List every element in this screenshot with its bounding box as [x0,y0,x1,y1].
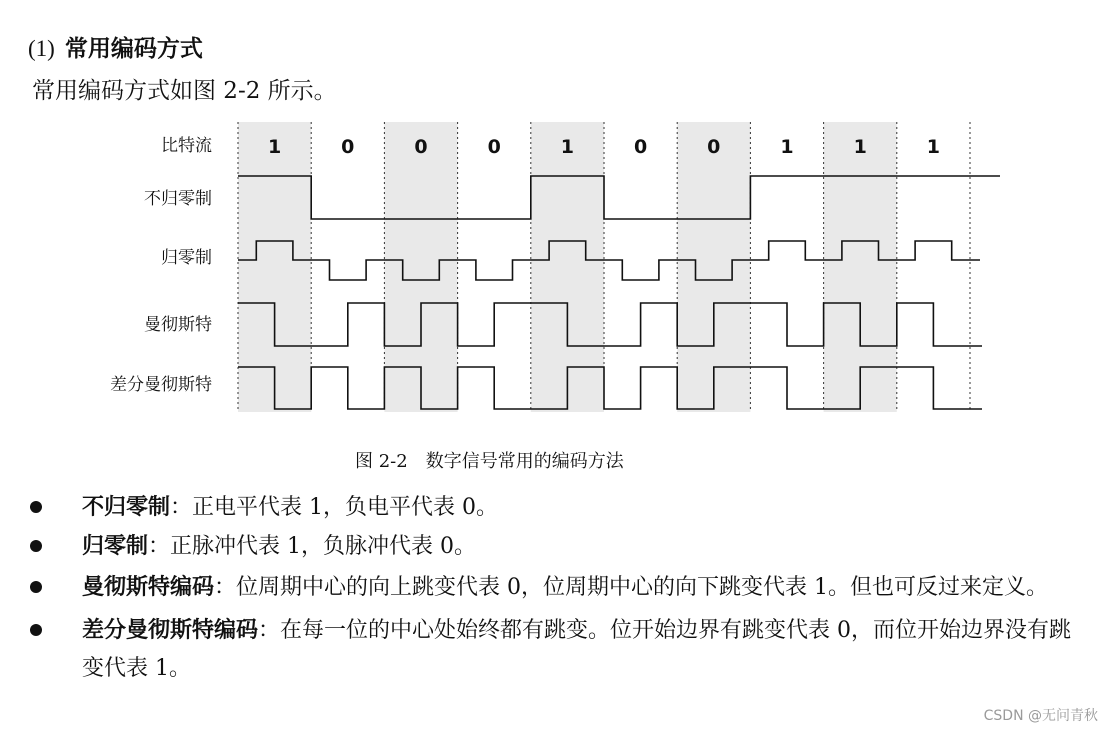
encoding-diagram [0,110,1000,440]
bullet-list [30,488,1090,688]
figure-caption: 图 2-2 数字信号常用的编码方法 [355,451,624,472]
row-label-rz: 归零制 [161,248,212,268]
bullet-text: ：位周期中心的向上跳变代表 0，位周期中心的向下跳变代表 1。但也可反过来定义。 [214,575,1048,600]
bullet-text: ：正电平代表 1，负电平代表 0。 [170,495,498,520]
section-heading [28,30,203,63]
bullet-term: 归零制 [82,533,149,559]
bit-label: 0 [707,136,721,158]
bit-label: 1 [926,136,941,158]
bullet-dot-icon [30,501,42,513]
bullet-text: ：在每一位的中心处始终都有跳变。位开始边界有跳变代表 0，而位开始边界没有跳变代表 1。 [82,618,1072,681]
section-number: (1) [28,36,55,61]
bullet-term: 曼彻斯特编码 [82,574,215,600]
watermark: CSDN @无问青秋 [983,708,1098,724]
bit-label: 1 [853,136,867,158]
bullet-term: 差分曼彻斯特编码 [82,617,259,643]
bullet-dot-icon [30,624,42,636]
bit-label: 0 [633,136,648,158]
row-label-manchester: 曼彻斯特 [144,315,212,335]
intro-text: 常用编码方式如图 2-2 所示。 [32,78,337,104]
row-label-diff-manchester: 差分曼彻斯特 [110,375,212,395]
bullet-nrz [30,488,1090,527]
bit-label: 1 [267,136,282,158]
bullet-term: 不归零制 [82,494,171,520]
bit-label: 1 [780,136,794,158]
bullet-dot-icon [30,540,42,552]
row-label-bitstream: 比特流 [161,136,212,156]
row-label-nrz: 不归零制 [144,189,212,209]
bit-label: 0 [487,136,501,158]
bullet-text: ：正脉冲代表 1，负脉冲代表 0。 [148,534,476,559]
bullet-dot-icon [30,581,42,593]
bullet-diff-manchester [30,611,1090,688]
section-title: 常用编码方式 [64,35,203,62]
bullet-manchester [30,568,1090,607]
bit-label: 1 [560,136,575,158]
bullet-rz [30,527,1090,566]
bit-label: 0 [414,136,428,158]
bit-label: 0 [341,136,355,158]
